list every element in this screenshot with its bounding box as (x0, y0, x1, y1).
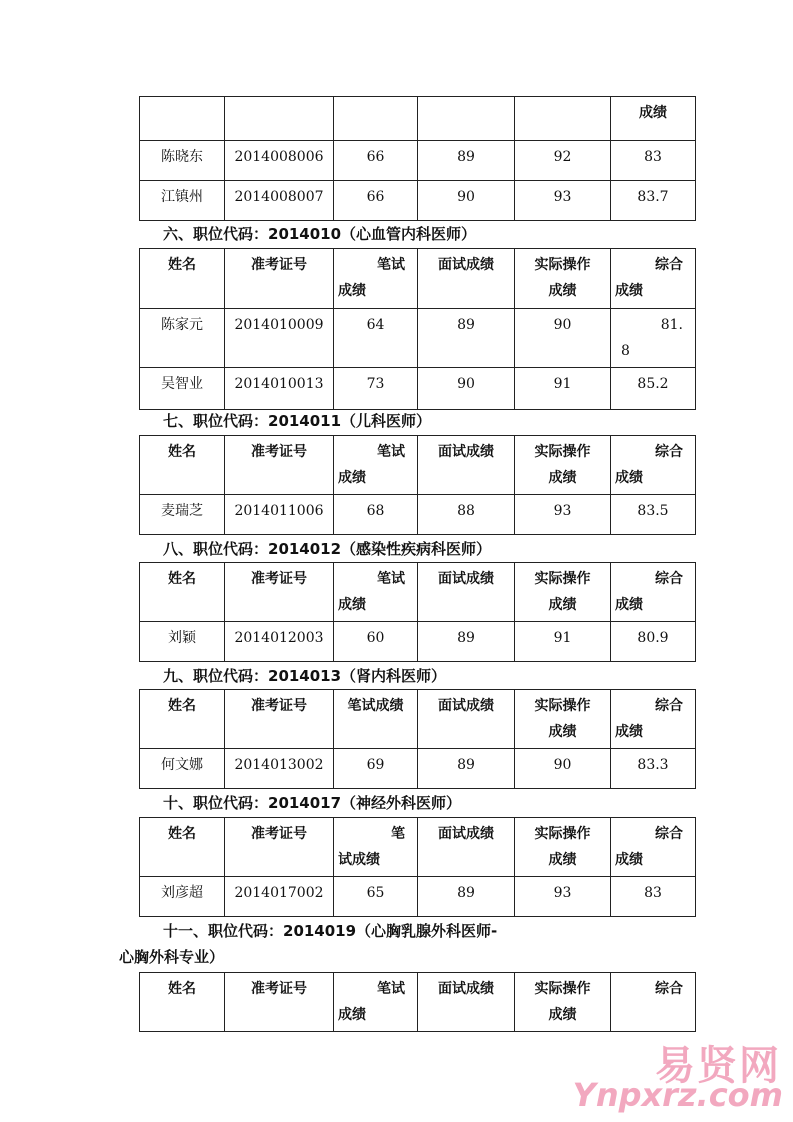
table-header-row: 姓名 准考证号 笔试 成绩 面试成绩 实际操作 成绩 综合 成绩 (140, 249, 696, 309)
score-table-s6 (139, 248, 696, 410)
section-heading-s9: 九、职位代码：2014013（肾内科医师） (163, 667, 447, 685)
section-heading-s10: 十、职位代码：2014017（神经外科医师） (163, 794, 462, 812)
table-row: 陈晓东 2014008006 66 89 92 83 (140, 141, 696, 181)
score-table-s7 (139, 435, 696, 535)
score-table-s10 (139, 817, 696, 917)
table-row: 刘颖 2014012003 60 89 91 80.9 (140, 622, 696, 662)
table-row: 麦瑞芝 2014011006 68 88 93 83.5 (140, 495, 696, 535)
table-header-row: 姓名 准考证号 笔 试成绩 面试成绩 实际操作 成绩 综合 成绩 (140, 818, 696, 877)
score-table-s5 (139, 96, 696, 221)
table-row: 陈家元 2014010009 64 89 90 81. 8 (140, 309, 696, 368)
table-row: 江镇州 2014008007 66 90 93 83.7 (140, 181, 696, 221)
score-table-s9 (139, 689, 696, 789)
table-row: 刘彦超 2014017002 65 89 93 83 (140, 877, 696, 917)
table-header-row: 姓名 准考证号 笔试成绩 面试成绩 实际操作 成绩 综合 成绩 (140, 690, 696, 749)
section-heading-s8: 八、职位代码：2014012（感染性疾病科医师） (163, 540, 492, 558)
table-header-row: 姓名 准考证号 笔试 成绩 面试成绩 实际操作 成绩 综合 成绩 (140, 436, 696, 495)
table-row: 吴智业 2014010013 73 90 91 85.2 (140, 368, 696, 410)
table-header-row: 姓名 准考证号 笔试 成绩 面试成绩 实际操作 成绩 综合 成绩 (140, 563, 696, 622)
table-header-row: 姓名 准考证号 笔试 成绩 面试成绩 实际操作 成绩 综合 (140, 973, 696, 1032)
watermark-url: Ynpxrz.com (572, 1076, 783, 1114)
header-total-tail: 成绩 (611, 97, 696, 141)
score-table-s11 (139, 972, 696, 1032)
section-heading-s11-line2: 心胸外科专业） (119, 948, 225, 966)
score-table-s8 (139, 562, 696, 662)
section-heading-s7: 七、职位代码：2014011（儿科医师） (163, 412, 432, 430)
section-heading-s11-line1: 十一、职位代码：2014019（心胸乳腺外科医师- (163, 922, 498, 940)
watermark-logo-text: 易贤网 (655, 1043, 781, 1089)
section-heading-s6: 六、职位代码：2014010（心血管内科医师） (163, 225, 477, 243)
table-row: 何文娜 2014013002 69 89 90 83.3 (140, 749, 696, 789)
